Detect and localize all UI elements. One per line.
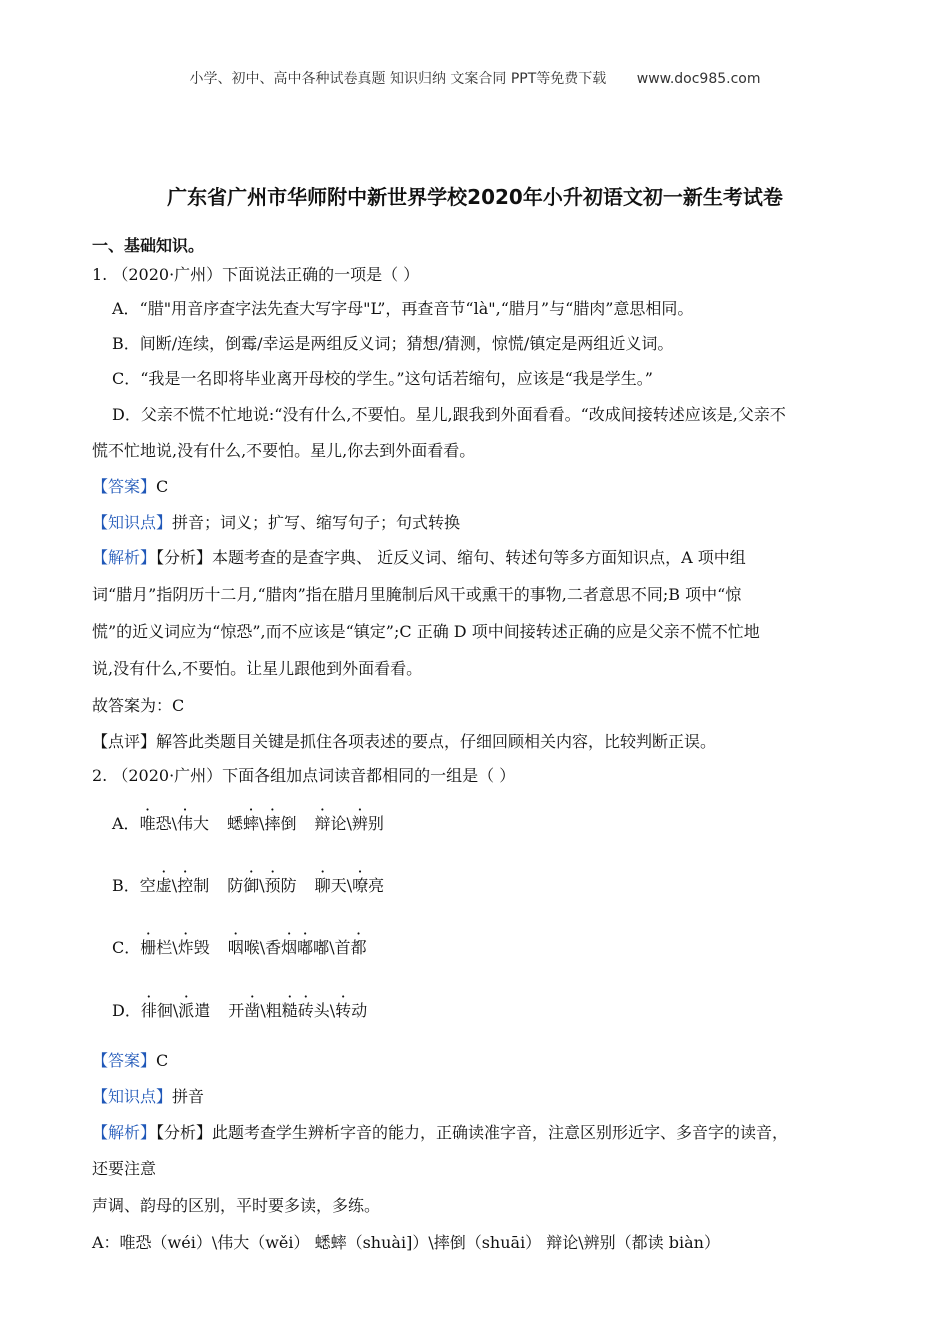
char: 咽 — [227, 938, 244, 957]
word-group-1 — [141, 998, 210, 1021]
q1-option-a: A．“腊"用音序查字法先查大写字母"L”，再查音节“là",“腊月”与“腊肉”意思相同。 — [112, 299, 694, 318]
q1-analysis-line4: 说,没有什么,不要怕。让星儿跟他到外面看看。 — [92, 659, 423, 678]
char: 唯 — [139, 814, 156, 833]
q2-knowledge-point — [92, 1084, 204, 1107]
answer-tag: 【答案】 — [92, 477, 157, 496]
char: 蟀 — [243, 814, 260, 833]
analysis-tag: 【解析】 — [92, 1123, 157, 1142]
char: 炸 — [177, 938, 194, 957]
char: 嘹 — [352, 876, 369, 895]
q2-analysis-line3: 声调、韵母的区别，平时要多读，多练。 — [92, 1196, 381, 1215]
page-title: 广东省广州市华师附中新世界学校2020年小升初语文初一新生考试卷 — [167, 185, 783, 209]
char: 蟋 — [227, 814, 244, 833]
char: 派 — [178, 1001, 195, 1020]
q2-option-d — [112, 998, 367, 1021]
char: 聊 — [314, 876, 331, 895]
char: \ — [171, 876, 178, 895]
word-group-1 — [140, 873, 209, 896]
char: \ — [329, 938, 335, 957]
analysis-text: 【分析】此题考查学生辨析字音的能力，正确读准字音，注意区别形近字、多音字的读音， — [156, 1123, 789, 1142]
char: 毁 — [193, 938, 210, 957]
char: 摔 — [264, 814, 281, 833]
char: 遣 — [194, 1001, 211, 1020]
char: 头 — [313, 1001, 330, 1020]
q2-analysis-line1 — [92, 1120, 788, 1143]
word-group-1 — [140, 935, 209, 958]
q1-option-b: B．间断/连续，倒霉/幸运是两组反义词；猜想/猜测，惊慌/镇定是两组近义词。 — [112, 334, 674, 353]
word-group-2 — [228, 935, 297, 958]
answer-value: C — [156, 477, 169, 496]
knowledge-value: 拼音 — [172, 1087, 205, 1106]
q1-analysis-line3: 慌”的近义词应为“惊恐”,而不应该是“镇定”;C 正确 D 项中间接转述正确的应是父亲不慌不忙地 — [92, 622, 760, 641]
word-group-2 — [227, 811, 296, 834]
q2-option-c — [112, 935, 367, 958]
q1-analysis-line1 — [92, 545, 746, 568]
char: 倒 — [280, 814, 297, 833]
char: 制 — [193, 876, 210, 895]
char: 防 — [280, 876, 297, 895]
char: 控 — [177, 876, 194, 895]
char: 香 — [265, 938, 282, 957]
option-label: B． — [112, 876, 140, 895]
q1-stem: 1. （2020·广州）下面说法正确的一项是（ ） — [92, 265, 420, 284]
char: 御 — [243, 876, 260, 895]
char: 伟 — [176, 814, 193, 833]
char: 动 — [351, 1001, 368, 1020]
char: 栅 — [140, 938, 157, 957]
header-site-link[interactable]: www.doc985.com — [636, 71, 761, 87]
char: 开 — [228, 1001, 245, 1020]
q2-answer — [92, 1048, 168, 1071]
analysis-text: 【分析】本题考查的是查字典、 近反义词、缩句、转述句等多方面知识点，A 项中组 — [156, 548, 746, 567]
q2-option-b — [112, 873, 384, 896]
char: \ — [259, 938, 266, 957]
q1-option-d-line1: D．父亲不慌不忙地说:“没有什么,不要怕。星儿,跟我到外面看看。“改成间接转述应该是,父亲不 — [112, 405, 786, 424]
char: 论 — [330, 814, 347, 833]
char: 嘟 — [297, 938, 314, 957]
char: \ — [172, 938, 178, 957]
knowledge-value: 拼音；词义；扩写、缩写句子；句式转换 — [172, 513, 461, 532]
char: \ — [172, 1001, 179, 1020]
q1-option-c: C．“我是一名即将毕业离开母校的学生。”这句话若缩句，应该是“我是学生。” — [112, 369, 653, 388]
char: \ — [346, 814, 352, 833]
q1-knowledge-point — [92, 510, 460, 533]
char: 亮 — [368, 876, 385, 895]
option-label: A． — [112, 814, 140, 833]
q2-analysis-line2: 还要注意 — [92, 1159, 157, 1178]
char: 糙 — [281, 1001, 298, 1020]
answer-tag: 【答案】 — [92, 1051, 157, 1070]
q2-analysis-line4: A：唯恐（wéi）\伟大（wěi） 蟋蟀（shuài]）\摔倒（shuāi） 辩论\辨别（都读 biàn） — [92, 1233, 720, 1252]
knowledge-tag: 【知识点】 — [92, 1087, 173, 1106]
q1-answer — [92, 474, 168, 497]
page-header — [0, 68, 950, 88]
section-heading: 一、基础知识。 — [92, 236, 205, 255]
char: 辨 — [351, 814, 368, 833]
char: \ — [259, 876, 265, 895]
word-group-3 — [314, 811, 383, 834]
char: \ — [329, 1001, 336, 1020]
char: 虚 — [155, 876, 172, 895]
char: 徘 — [140, 1001, 157, 1020]
char: 烟 — [281, 938, 298, 957]
option-label: C． — [112, 938, 141, 957]
q1-option-d-line2: 慌不忙地说,没有什么,不要怕。星儿,你去到外面看看。 — [92, 441, 476, 460]
char: \ — [259, 814, 265, 833]
analysis-tag: 【解析】 — [92, 548, 157, 567]
char: 凿 — [244, 1001, 261, 1020]
word-group-3 — [315, 873, 384, 896]
q2-stem: 2. （2020·广州）下面各组加点词读音都相同的一组是（ ） — [92, 766, 516, 785]
word-group-2 — [227, 873, 296, 896]
char: 首 — [334, 938, 351, 957]
char: \ — [171, 814, 177, 833]
word-group-3 — [298, 998, 367, 1021]
word-group-1 — [140, 811, 209, 834]
char: 粗 — [265, 1001, 282, 1020]
q1-comment: 【点评】解答此类题目关键是抓住各项表述的要点，仔细回顾相关内容，比较判断正误。 — [92, 732, 717, 751]
word-group-3 — [297, 935, 366, 958]
char: 天 — [330, 876, 347, 895]
header-text: 小学、初中、高中各种试卷真题 知识归纳 文案合同 PPT等免费下载 — [189, 71, 607, 87]
char: 别 — [367, 814, 384, 833]
char: 嘟 — [313, 938, 330, 957]
char: 大 — [193, 814, 210, 833]
char: \ — [346, 876, 353, 895]
q1-analysis-line2: 词“腊月”指阴历十二月,“腊肉”指在腊月里腌制后风干或熏干的事物,二者意思不同;B 项中“惊 — [92, 585, 742, 604]
char: 徊 — [156, 1001, 173, 1020]
q1-conclusion: 故答案为：C — [92, 696, 185, 715]
char: 空 — [139, 876, 156, 895]
char: 栏 — [156, 938, 173, 957]
char: 转 — [335, 1001, 352, 1020]
char: 恐 — [155, 814, 172, 833]
char: 防 — [227, 876, 244, 895]
option-label: D． — [112, 1001, 141, 1020]
char: 预 — [264, 876, 281, 895]
word-group-2 — [228, 998, 297, 1021]
char: 辩 — [314, 814, 331, 833]
char: \ — [260, 1001, 266, 1020]
q2-option-a — [112, 811, 384, 834]
answer-value: C — [156, 1051, 169, 1070]
char: 砖 — [297, 1001, 314, 1020]
char: 都 — [350, 938, 367, 957]
knowledge-tag: 【知识点】 — [92, 513, 173, 532]
char: 喉 — [243, 938, 260, 957]
